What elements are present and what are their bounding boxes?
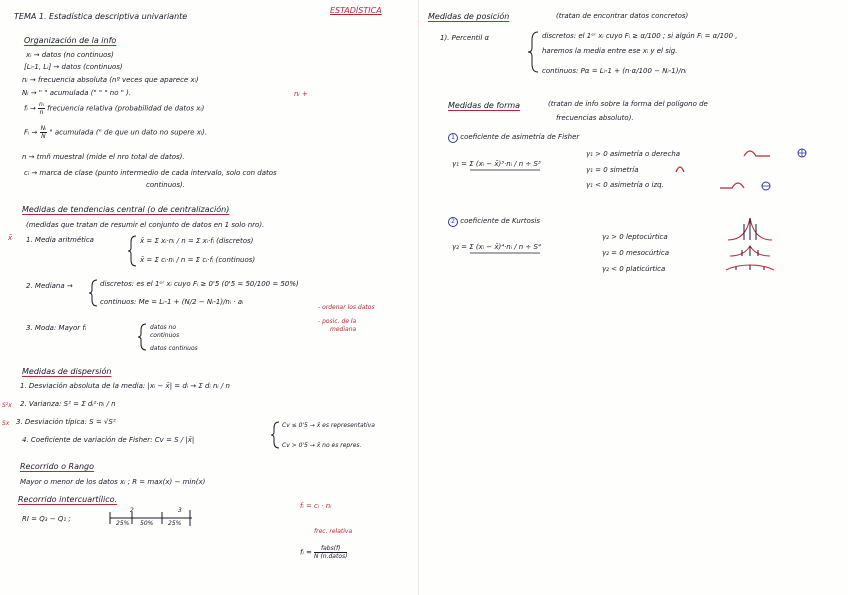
org-line-2: [Lᵢ-1, Lᵢ] → datos (continuos)	[24, 63, 123, 71]
position-heading: Medidas de posición	[428, 12, 510, 21]
fisher-title	[448, 133, 579, 143]
iqr-heading: Recorrido intercuartílico.	[18, 495, 118, 504]
mode-discrete: datos no	[150, 324, 177, 331]
kurtosis-title	[448, 217, 540, 227]
right-page	[418, 0, 848, 595]
percentile-continuous: continuos: Pα = Lᵢ-1 + (n·α/100 − Nᵢ-1)/nᵢ	[542, 67, 687, 75]
org-line-6	[24, 125, 207, 140]
cv-condition-1: Cv ≤ 0'5 → x̄ es representativa	[282, 422, 375, 429]
org-line-7: n → tmñ muestral (mide el nro total de datos).	[22, 153, 185, 161]
asym-zero: γ₁ = 0 simetría	[586, 166, 639, 174]
percentile-discrete: discretos: el 1ᵉʳ xᵢ cuyo Fᵢ ≥ α/100 ; si algún Fᵢ = α/100 ,	[542, 32, 738, 40]
kurtosis-number-icon: 2	[448, 217, 458, 227]
median-note-2: - posic. de la	[318, 318, 357, 325]
subject-label: ESTADÍSTICA	[330, 6, 382, 15]
central-heading: Medidas de tendencias central (o de centralización)	[22, 205, 230, 214]
dispersion-3: 3. Desviación típica: S = √S²	[16, 418, 116, 426]
stdev-mark: Sx	[2, 420, 10, 427]
cum-rel-freq-symbol: Fᵢ →	[24, 128, 38, 137]
cum-rel-freq-fraction: $\frac{\text{Nᵢ}}{N}$	[40, 125, 47, 140]
cum-rel-freq-text: " acumulada (" de que un dato no supere xᵢ).	[49, 128, 208, 137]
median-continuous: continuos: Me = Lᵢ-1 + (N/2 − Nᵢ-1)/nᵢ · aᵢ	[100, 298, 244, 306]
mode-continuous: datos continuos	[150, 345, 198, 352]
org-line-8: cᵢ → marca de clase (punto intermedio de cada intervalo, solo con datos	[24, 169, 277, 177]
iqr-label-3: 25%	[168, 520, 182, 527]
note-formula-2	[300, 545, 347, 560]
org-line-8b: continuos).	[146, 181, 186, 189]
asym-negative: γ₁ < 0 asimetría o izq.	[586, 181, 664, 189]
kurtosis-formula: γ₂ = Σ (xᵢ − x̄)⁴·nᵢ / n ÷ S⁴	[452, 243, 541, 251]
org-line-3: nᵢ → frecuencia absoluta (nº veces que aparece xᵢ)	[22, 76, 199, 84]
range-heading: Recorrido o Rango	[20, 462, 95, 471]
kurt-plati: γ₂ < 0 platicúrtica	[602, 265, 666, 273]
dispersion-4: 4. Coeficiente de variación de Fisher: Cv = S / |x̄|	[22, 436, 195, 444]
page-title: TEMA 1. Estadística descriptiva univariante	[14, 12, 188, 21]
mode-label: 3. Moda: Mayor fᵢ	[26, 324, 87, 332]
iqr-label-1: 25%	[116, 520, 130, 527]
org-line-1: xᵢ → datos (no continuos)	[26, 51, 114, 59]
variance-mark: S²x	[2, 402, 12, 409]
asym-positive: γ₁ > 0 asimetría o derecha	[586, 150, 681, 158]
kurt-meso: γ₂ = 0 mesocúrtica	[602, 249, 669, 257]
cv-condition-2: Cv > 0'5 → x̄ no es repres.	[282, 442, 362, 449]
mean-mark: x̄	[8, 234, 13, 242]
median-note-1: - ordenar los datos	[318, 304, 375, 311]
fisher-formula: γ₁ = Σ (xᵢ − x̄)³·nᵢ / n ÷ S³	[452, 160, 541, 168]
iqr-formula: RI = Q₃ − Q₁ ;	[22, 515, 71, 523]
position-subtitle: (tratan de encontrar datos concretos)	[556, 12, 689, 20]
dispersion-1: 1. Desviación absoluta de la media: |xᵢ − x̄| = dᵢ → Σ dᵢ nᵢ / n	[20, 382, 230, 390]
percentile-discrete-2: haremos la media entre ese xᵢ y el sig.	[542, 47, 678, 55]
range-line: Mayor o menor de los datos xᵢ ; R = max(x) − min(x)	[20, 478, 206, 486]
median-discrete: discretos: es el 1ᵉʳ xᵢ cuyo Fᵢ ≥ 0'5 (0'5 = 50/100 = 50%)	[100, 280, 299, 288]
kurtosis-title-text: coeficiente de Kurtosis	[460, 217, 540, 225]
median-note-3: mediana	[330, 326, 357, 333]
iqr-label-2: 50%	[140, 520, 154, 527]
org-line-5	[24, 101, 204, 116]
org-line-4: Nᵢ → " " acumulada (" " " no " ).	[22, 89, 132, 97]
note-formula-1: fᵢ = cᵢ · nᵢ	[300, 502, 332, 510]
central-subtitle: (medidas que tratan de resumir el conjunto de datos en 1 solo nro).	[26, 221, 265, 229]
median-label: 2. Mediana →	[26, 282, 73, 290]
rel-freq-symbol: fᵢ →	[24, 104, 36, 113]
note-formula-2-fraction: $\frac{\text{fabs(f)}}{\text{N (n.datos)}}$	[314, 545, 348, 560]
shape-subtitle: (tratan de info sobre la forma del polígono de	[548, 100, 708, 108]
shape-heading: Medidas de forma	[448, 101, 521, 110]
shape-subtitle-2: frecuencias absoluto).	[556, 114, 634, 122]
iqr-top-3: 3	[178, 507, 182, 514]
percentile-label: 1). Percentil α	[440, 34, 490, 42]
rel-freq-text: frecuencia relativa (probabilidad de datos xᵢ)	[47, 104, 205, 113]
iqr-top-2: 2	[130, 507, 134, 514]
org-line-4-note: nᵢ +	[294, 90, 308, 98]
dispersion-heading: Medidas de dispersión	[22, 367, 112, 376]
dispersion-2: 2. Varianza: S² = Σ dᵢ²·nᵢ / n	[20, 400, 116, 408]
fisher-number-icon: 1	[448, 133, 458, 143]
note-formula-2-symbol: fᵢ =	[300, 548, 312, 557]
kurt-lepto: γ₂ > 0 leptocúrtica	[602, 233, 668, 241]
note-formula-1-label: frec. relativa	[314, 528, 353, 535]
rel-freq-fraction: $\frac{\text{nᵢ}}{n}$	[39, 101, 44, 116]
mode-discrete-2: continuos	[150, 332, 180, 339]
org-heading: Organización de la info	[24, 36, 117, 45]
mean-continuous: x̄ = Σ cᵢ·nᵢ / n = Σ cᵢ·fᵢ (continuos)	[140, 256, 256, 264]
mean-discrete: x̄ = Σ xᵢ·nᵢ / n = Σ xᵢ·fᵢ (discretos)	[140, 237, 254, 245]
mean-label: 1. Media aritmética	[26, 236, 94, 244]
fisher-title-text: coeficiente de asimetría de Fisher	[460, 133, 580, 141]
